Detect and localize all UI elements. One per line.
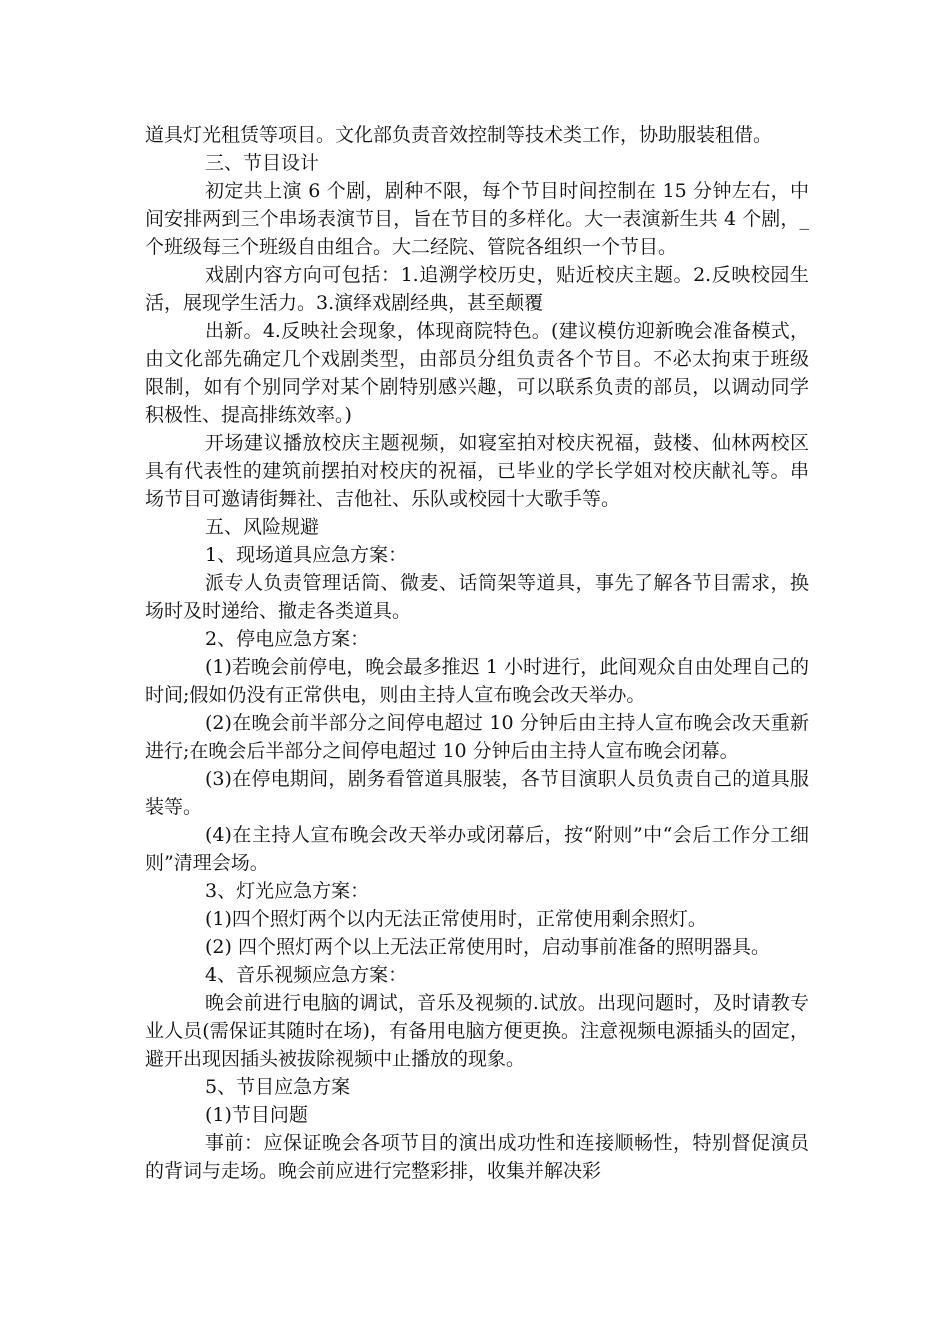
paragraph-program-plan: 初定共上演 6 个剧，剧种不限，每个节目时间控制在 15 分钟左右，中间安排两到三个串场表演节目，旨在节目的多样化。大一表演新生共 4 个剧，_个班级每三个班级自由组合。大二经院、管院各组织一个节目。 (145, 180, 809, 258)
paragraph-opening-video: 开场建议播放校庆主题视频，如寝室拍对校庆祝福，鼓楼、仙林两校区具有代表性的建筑前摆拍对校庆的祝福，已毕业的学长学姐对校庆献礼等。串场节目可邀请街舞社、吉他社、乐队或校园十大歌手等。 (145, 432, 809, 510)
paragraph-drama-content: 戏剧内容方向可包括：1.追溯学校历史，贴近校庆主题。2.反映校园生活，展现学生活力。3.演绎戏剧经典，甚至颠覆 (145, 264, 809, 314)
heading-risk-avoidance: 五、风险规避 (205, 516, 320, 538)
paragraph-drama-content-cont: 出新。4.反映社会现象，体现商院特色。(建议模仿迎新晚会准备模式，由文化部先确定几个戏剧类型，由部员分组负责各个节目。不必太拘束于班级限制，如有个别同学对某个剧特别感兴趣，可以联系负责的部员，以调动同学积极性、提高排练效率。) (145, 320, 809, 426)
paragraph-props-plan: 派专人负责管理话筒、微麦、话筒架等道具，事先了解各节目需求，换场时及时递给、撤走各类道具。 (145, 572, 809, 622)
subheading-lighting-plan: 3、灯光应急方案： (205, 880, 370, 902)
paragraph-lighting-2: (2) 四个照灯两个以上无法正常使用时，启动事前准备的照明器具。 (205, 936, 770, 958)
subheading-props-plan: 1、现场道具应急方案： (205, 544, 408, 566)
paragraph-power-outage-1: (1)若晚会前停电，晚会最多推迟 1 小时进行，此间观众自由处理自己的时间;假如仍没有正常供电，则由主持人宣布晚会改天举办。 (145, 656, 809, 706)
subheading-av-plan: 4、音乐视频应急方案： (205, 964, 408, 986)
document-body (145, 121, 809, 1185)
paragraph-props-rental: 道具灯光租赁等项目。文化部负责音效控制等技术类工作，协助服装租借。 (145, 124, 773, 146)
heading-program-design: 三、节目设计 (205, 152, 320, 174)
subheading-program-issues: (1)节目问题 (205, 1104, 308, 1126)
subheading-program-plan: 5、节目应急方案 (205, 1076, 351, 1098)
paragraph-power-outage-3: (3)在停电期间，剧务看管道具服装，各节目演职人员负责自己的道具服装等。 (145, 768, 809, 818)
paragraph-program-beforehand: 事前：应保证晚会各项节目的演出成功性和连接顺畅性，特别督促演员的背词与走场。晚会前应进行完整彩排，收集并解决彩 (145, 1132, 809, 1182)
paragraph-power-outage-4: (4)在主持人宣布晚会改天举办或闭幕后，按“附则”中“会后工作分工细则”清理会场。 (145, 824, 809, 874)
paragraph-lighting-1: (1)四个照灯两个以内无法正常使用时，正常使用剩余照灯。 (205, 908, 707, 930)
subheading-power-outage-plan: 2、停电应急方案： (205, 628, 370, 650)
paragraph-av-plan: 晚会前进行电脑的调试，音乐及视频的.试放。出现问题时，及时请教专业人员(需保证其随时在场)，有备用电脑方便更换。注意视频电源插头的固定，避开出现因插头被拔除视频中止播放的现象。 (145, 992, 809, 1070)
paragraph-power-outage-2: (2)在晚会前半部分之间停电超过 10 分钟后由主持人宣布晚会改天重新进行;在晚会后半部分之间停电超过 10 分钟后由主持人宣布晚会闭幕。 (145, 712, 809, 762)
